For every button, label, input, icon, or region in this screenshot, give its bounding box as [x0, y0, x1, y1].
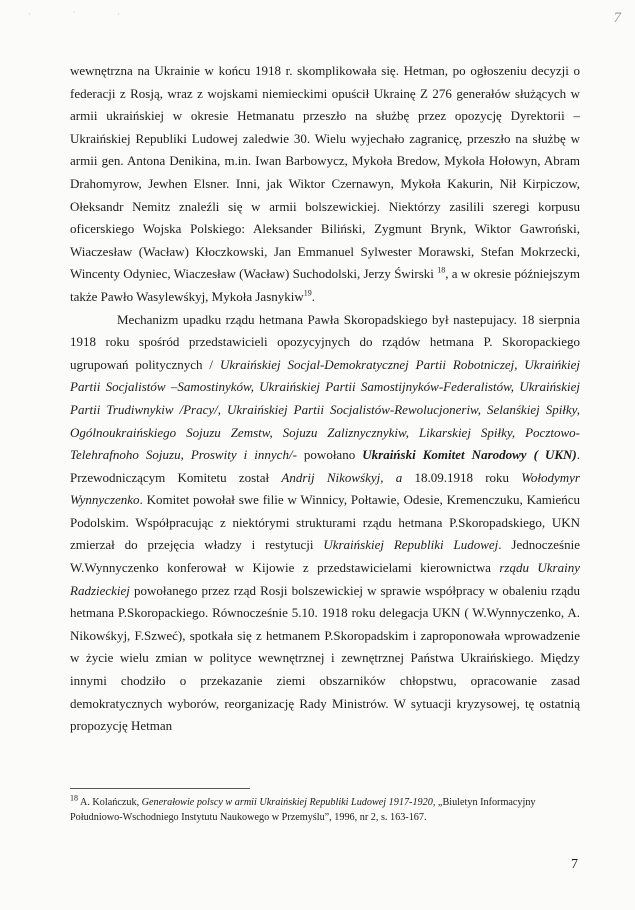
- footnote-run: A. Kolańczuk,: [78, 797, 142, 808]
- paragraph-1-continuation: , a w okresie późniejszym także Pawło Wasylewśkyj, Mykoła Jasnykiw: [70, 266, 581, 304]
- paragraph2-run: Andrij Nikowśkyj, a: [281, 469, 403, 485]
- paragraph2-run: 18.09.1918 roku: [402, 469, 522, 485]
- paragraph2-run: - powołano: [292, 447, 363, 463]
- footnote-18: [70, 795, 580, 825]
- paragraph2-run: Ukraińskiej Republiki Ludowej: [323, 537, 499, 553]
- footnote-run: Generałowie polscy w armii Ukraińskiej Republiki Ludowej 1917-1920: [141, 797, 433, 808]
- footnote-ref-19: 19: [303, 288, 312, 298]
- paragraph2-run: Ukraińskiej Socjal-Demokratycznej Partii Robotniczej, Ukraińkiej Partii Socjalistów –Samostinyków, Ukraińskiej Partii Samostijnyków-Federalistów, Ukraińskiej Partii Trudiwnykiw /Pracy/, Ukraińskiej Partii Socjalistów-Rewolucjoneriw, Selanśkiej Spiłky, Ogólnoukraińskiego Sojuzu Zemstw, Sojuzu Zaliznycznykiw, Likarskiej Spiłky, Pocztowo-Telehrafnoho Sojuzu, Proswity i innych/: [70, 356, 581, 463]
- paragraph-1: [70, 60, 580, 309]
- paragraph2-run: Wołodymyr Wynnyczenko: [70, 469, 580, 508]
- paragraph2-run: Ukraiński Komitet Narodowy ( UKN): [362, 447, 577, 463]
- paragraph2-run: . Jednocześnie W.Wynnyczenko konferował w Kijowie z przedstawicielami kierownictwa: [70, 537, 580, 576]
- footnote-run: , „Biuletyn Informacyjny Południowo-Wschodniego Instytutu Naukowego w Przemyślu”, 1996, nr 2, s. 163-167.: [70, 797, 536, 823]
- paragraph-2: [70, 309, 580, 738]
- paragraph2-run: Mechanizm upadku rządu hetmana Pawła Skoropadskiego był nastepujacy. 18 sierpnia 1918 roku spośród przedstawicieli opozycyjnych do rządów hetmana P. Skoropackiego ugrupowań politycznych /: [70, 311, 580, 372]
- paragraph2-run: powołanego przez rząd Rosji bolszewickiej w sprawie współpracy w obaleniu rządu hetmana P.Skoropackiego. Równocześnie 5.10. 1918 roku delegacja UKN ( W.Wynnyczenko, A. Nikowśkyj, F.Szweć), spotkała się z hetmanem P.Skoropadskim i zaproponowała wprowadzenie w życie wielu zmian w polityce wewnętrznej i zewnętrznej Państwa Ukraińskiego. Między innymi chodziło o przekazanie ziemi obszarników chłopstwu, opracowanie zasad demokratycznych wyborów, reorganizację Rady Ministrów. W sytuacji kryzysowej, tę ostatnią propozycję Hetman: [70, 582, 580, 734]
- footnote-ref-18: 18: [437, 266, 446, 276]
- corner-page-mark: 7: [613, 10, 621, 26]
- scan-specks: · ˈ ·: [28, 10, 140, 19]
- main-text: [70, 60, 580, 738]
- paragraph-1-end: .: [311, 288, 316, 304]
- page-number: 7: [571, 857, 578, 872]
- paragraph-1-text: wewnętrzna na Ukrainie w końcu 1918 r. skomplikowała się. Hetman, po ogłoszeniu decyzji o federacji z Rosją, wraz z wojskami niemieckimi opuścił Ukrainę Z 276 generałów służących w armii ukraińskiej w okresie Hetmanatu przeszło na służbę przez opozycję Dyrektorii – Ukraińskiej Republiki Ludowej zaledwie 30. Wielu wyjechało zagranicę, przeszło na służbę w armii gen. Antona Denikina, m.in. Iwan Barbowycz, Mykoła Bredow, Mykoła Hołowyn, Abram Drahomyrow, Jewhen Elsner. Inni, jak Wiktor Czernawyn, Mykoła Kakurin, Nił Kirpiczow, Ołeksandr Nemitz znaleźli się w armii bolszewickiej. Niektórzy zasilili szeregi korpusu oficerskiego Wojska Polskiego: Aleksander Biliński, Zygmunt Brynk, Wiktor Gawroński, Wiaczesław (Wacław) Kłoczkowski, Jan Emmanuel Sylwester Morawski, Stefan Mokrzecki, Wincenty Odyniec, Wiaczesław (Wacław) Suchodolski, Jerzy Świrski: [70, 63, 580, 282]
- footnote-divider: [70, 788, 250, 789]
- paragraph2-run: . Przewodniczącym Komitetu został: [70, 447, 580, 485]
- footnote-run: 18: [70, 793, 78, 803]
- paragraph2-run: rządu Ukrainy Radzieckiej: [70, 560, 580, 598]
- paragraph2-run: . Komitet powołał swe filie w Winnicy, Połtawie, Odesie, Kremenczuku, Kamieńcu Podolskim. Współpracując z niektórymi strukturami rządu hetmana P.Skoropadskiego, UKN zmierzał do przejęcia władzy i restytucji: [70, 492, 580, 553]
